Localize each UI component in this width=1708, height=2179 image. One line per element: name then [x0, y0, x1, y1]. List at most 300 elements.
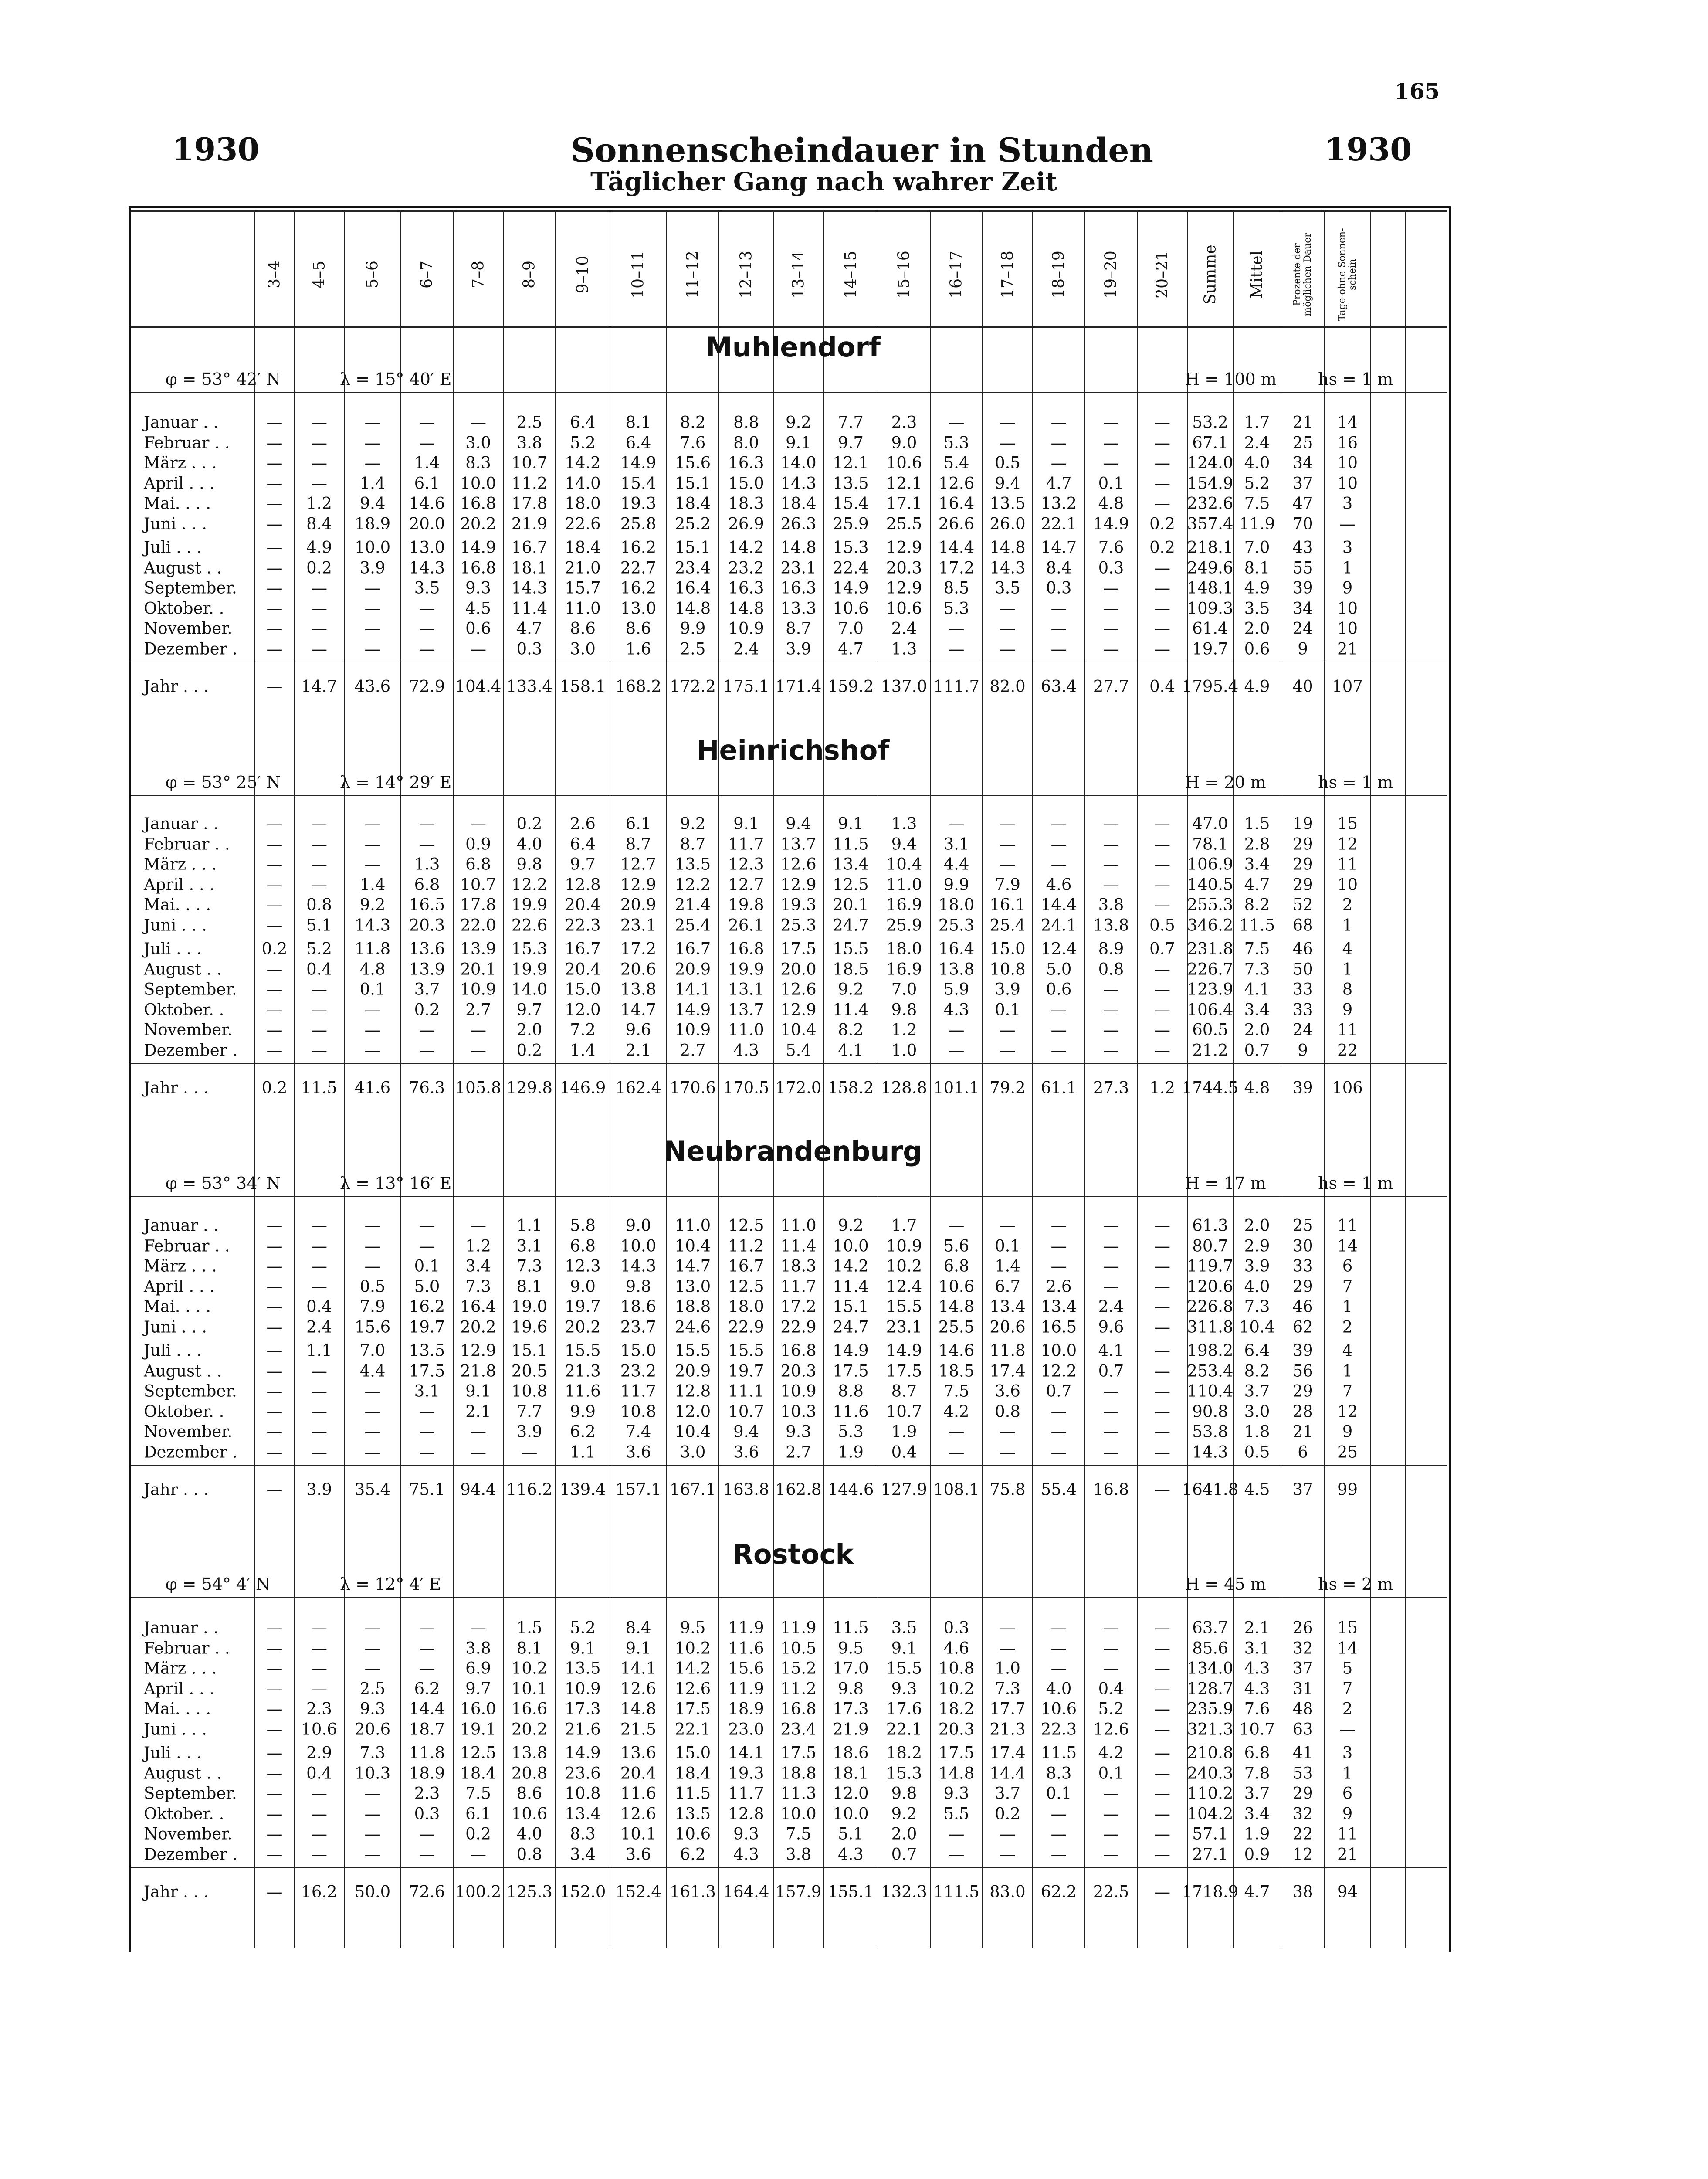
table-cell: 13.5 — [674, 1804, 711, 1823]
table-cell: 3.1 — [516, 1236, 542, 1255]
table-cell: 210.8 — [1187, 1743, 1234, 1762]
table-cell: 13.8 — [938, 960, 975, 978]
table-cell: 16.7 — [728, 1256, 764, 1276]
table-cell: 17.8 — [460, 895, 496, 914]
table-cell: 16.5 — [409, 895, 445, 914]
table-cell: 11.5 — [833, 1618, 869, 1637]
table-cell: 15.5 — [886, 1659, 922, 1678]
table-cell: 13.5 — [565, 1659, 601, 1678]
table-cell: 8.7 — [786, 619, 811, 638]
table-cell: 5.3 — [838, 1422, 864, 1441]
table-cell: 12.2 — [674, 875, 711, 894]
table-cell: 1.9 — [838, 1442, 864, 1461]
table-cell: 2.3 — [414, 1784, 440, 1803]
table-cell: — — [266, 916, 283, 934]
table-cell: 23.2 — [620, 1361, 657, 1380]
table-cell: — — [311, 855, 327, 874]
table-cell: — — [364, 814, 381, 833]
table-cell: — — [266, 1277, 283, 1296]
table-cell: 10.9 — [780, 1381, 817, 1401]
table-cell: 226.8 — [1187, 1297, 1234, 1316]
table-cell: 22 — [1337, 1041, 1358, 1059]
table-cell: — — [1051, 855, 1067, 874]
table-cell: — — [419, 1824, 435, 1843]
table-cell: 3.0 — [570, 639, 596, 658]
row-label: September. — [144, 980, 237, 999]
table-cell: 15.0 — [620, 1341, 657, 1360]
table-cell: 27.1 — [1192, 1845, 1228, 1863]
table-cell: 4.2 — [943, 1402, 969, 1421]
table-cell: 10.1 — [620, 1824, 657, 1843]
table-cell: 56 — [1292, 1361, 1313, 1380]
table-cell: 7.8 — [1244, 1764, 1270, 1782]
table-cell: 7.6 — [680, 433, 706, 452]
table-cell: 26.9 — [728, 514, 764, 533]
table-cell: 18.0 — [728, 1297, 764, 1316]
table-cell: — — [1103, 433, 1119, 452]
table-cell: 12.3 — [728, 855, 764, 874]
table-cell: 18.5 — [938, 1361, 975, 1380]
table-cell: 13.6 — [409, 939, 445, 958]
table-cell: — — [1103, 1256, 1119, 1276]
table-cell: 7 — [1342, 1679, 1353, 1698]
table-cell: 11.5 — [1040, 1743, 1077, 1762]
table-cell: 75.8 — [990, 1480, 1026, 1499]
table-cell: 16.8 — [780, 1699, 817, 1718]
table-cell: — — [266, 814, 283, 833]
table-cell: 11.4 — [511, 599, 548, 618]
table-cell: 1.6 — [625, 639, 651, 658]
table-cell: 18.2 — [938, 1699, 975, 1718]
table-cell: 3.7 — [1244, 1784, 1270, 1803]
table-cell: 3.5 — [891, 1618, 917, 1637]
table-cell: 16.4 — [674, 578, 711, 597]
table-cell: 132.3 — [881, 1882, 927, 1901]
table-cell: 17.4 — [990, 1743, 1026, 1762]
table-cell: 18.4 — [674, 494, 711, 513]
table-cell: — — [364, 1402, 381, 1421]
table-cell: — — [1154, 960, 1170, 978]
table-cell: 9.2 — [891, 1804, 917, 1823]
table-cell: 6.2 — [414, 1679, 440, 1698]
table-cell: 1.4 — [995, 1256, 1020, 1276]
table-cell: 20.4 — [565, 960, 601, 978]
table-cell: 14 — [1337, 1639, 1358, 1657]
station-latitude: φ = 53° 42′ N — [166, 370, 281, 389]
table-cell: 9.3 — [786, 1422, 811, 1441]
table-cell: 63.4 — [1040, 677, 1077, 696]
table-cell: 18.1 — [833, 1764, 869, 1782]
station-height: H = 17 m — [1185, 1174, 1266, 1193]
table-cell: — — [266, 1341, 283, 1360]
table-cell: — — [266, 599, 283, 618]
table-cell: 2.0 — [891, 1824, 917, 1843]
table-cell: 2.4 — [306, 1317, 332, 1336]
table-cell: 25 — [1292, 433, 1313, 452]
table-cell: 152.4 — [615, 1882, 661, 1901]
table-cell: 8.2 — [1244, 895, 1270, 914]
table-cell: — — [948, 1216, 965, 1235]
table-cell: — — [948, 1442, 965, 1461]
table-cell: 13.0 — [674, 1277, 711, 1296]
table-cell: 63 — [1292, 1720, 1313, 1738]
table-cell: — — [311, 1277, 327, 1296]
table-cell: 3.4 — [1244, 1804, 1270, 1823]
table-cell: — — [1000, 1845, 1016, 1863]
table-cell: 8.5 — [943, 578, 969, 597]
table-cell: 3.0 — [1244, 1402, 1270, 1421]
table-cell: 14 — [1337, 1236, 1358, 1255]
table-cell: — — [266, 1480, 283, 1499]
column-header — [878, 222, 930, 327]
table-cell: 18.8 — [674, 1297, 711, 1316]
table-cell: 9.8 — [516, 855, 542, 874]
table-cell: 0.1 — [414, 1256, 440, 1276]
table-cell: 5.8 — [570, 1216, 596, 1235]
table-cell: — — [266, 1720, 283, 1738]
table-cell: — — [311, 1256, 327, 1276]
table-cell: 52 — [1292, 895, 1313, 914]
table-cell: 1.4 — [359, 474, 386, 492]
table-cell: — — [419, 1422, 435, 1441]
row-label: Februar . . — [144, 1639, 230, 1657]
table-cell: 46 — [1292, 939, 1313, 958]
table-cell: 8.6 — [570, 619, 596, 638]
table-cell: 13.3 — [780, 599, 817, 618]
table-cell: 7.5 — [1244, 494, 1270, 513]
table-cell: 14.9 — [674, 1000, 711, 1019]
table-cell: 3.1 — [943, 835, 969, 853]
table-cell: — — [266, 1679, 283, 1698]
table-cell: 10.8 — [990, 960, 1026, 978]
table-cell: 11.7 — [620, 1381, 657, 1401]
table-cell: 33 — [1292, 1256, 1313, 1276]
table-cell: 1744.5 — [1182, 1078, 1239, 1097]
table-cell: — — [266, 1764, 283, 1782]
table-cell: 148.1 — [1187, 578, 1234, 597]
table-cell: — — [1154, 453, 1170, 472]
table-cell: 29 — [1292, 1277, 1313, 1296]
table-cell: 20.9 — [674, 1361, 711, 1380]
table-cell: — — [311, 453, 327, 472]
row-label: November. — [144, 619, 233, 638]
table-cell: 14.9 — [1093, 514, 1129, 533]
table-cell: — — [470, 1216, 486, 1235]
table-cell: — — [1051, 1804, 1067, 1823]
table-cell: 39 — [1292, 1078, 1313, 1097]
table-cell: — — [266, 835, 283, 853]
table-cell: — — [1103, 875, 1119, 894]
table-cell: 14.0 — [511, 980, 548, 999]
table-cell: 7.3 — [359, 1743, 386, 1762]
table-cell: — — [1103, 1381, 1119, 1401]
table-cell: — — [1103, 619, 1119, 638]
table-cell: 16.8 — [728, 939, 764, 958]
table-cell: 19.7 — [565, 1297, 601, 1316]
table-cell: 13.0 — [409, 538, 445, 557]
table-cell: 9 — [1342, 578, 1353, 597]
table-cell: 29 — [1292, 855, 1313, 874]
table-cell: 2.4 — [891, 619, 917, 638]
table-cell: — — [364, 1824, 381, 1843]
table-cell: 16.8 — [460, 558, 496, 577]
table-cell: 255.3 — [1187, 895, 1234, 914]
table-cell: 12.2 — [1040, 1361, 1077, 1380]
table-cell: 157.1 — [615, 1480, 661, 1499]
table-cell: 16.7 — [511, 538, 548, 557]
table-cell: 0.4 — [306, 1297, 332, 1316]
table-cell: 2.1 — [1244, 1618, 1270, 1637]
column-header — [930, 222, 983, 327]
table-cell: 10.2 — [511, 1659, 548, 1678]
table-cell: 4 — [1342, 1341, 1353, 1360]
table-cell: 6 — [1342, 1256, 1353, 1276]
table-cell: 29 — [1292, 875, 1313, 894]
table-cell: 72.6 — [409, 1882, 445, 1901]
table-cell: 12.2 — [511, 875, 548, 894]
table-cell: 26.3 — [780, 514, 817, 533]
table-cell: 162.4 — [615, 1078, 661, 1097]
table-cell: 14.3 — [409, 558, 445, 577]
table-cell: 163.8 — [723, 1480, 769, 1499]
table-cell: 20.2 — [460, 514, 496, 533]
table-cell: — — [266, 1000, 283, 1019]
table-cell: 0.9 — [1244, 1845, 1270, 1863]
table-cell: 23.0 — [728, 1720, 764, 1738]
table-cell: 0.7 — [1098, 1361, 1124, 1380]
table-cell: 16.4 — [938, 494, 975, 513]
table-cell: 125.3 — [506, 1882, 552, 1901]
table-cell: 9.1 — [786, 433, 811, 452]
row-label: Januar . . — [144, 1216, 219, 1235]
table-cell: — — [1103, 1618, 1119, 1637]
table-cell: — — [419, 619, 435, 638]
table-cell: — — [311, 578, 327, 597]
table-cell: 10.4 — [674, 1236, 711, 1255]
table-cell: 11.0 — [780, 1216, 817, 1235]
table-cell: 109.3 — [1187, 599, 1234, 618]
table-cell: 7.5 — [786, 1824, 811, 1843]
table-cell: 16.9 — [886, 960, 922, 978]
table-cell: 41 — [1292, 1743, 1313, 1762]
table-cell: 16.3 — [728, 453, 764, 472]
table-cell: 25 — [1292, 1216, 1313, 1235]
row-label: Juni . . . — [144, 514, 207, 533]
table-cell: 17.3 — [565, 1699, 601, 1718]
table-cell: 128.7 — [1187, 1679, 1234, 1698]
table-cell: 5.3 — [943, 599, 969, 618]
table-cell: 14.4 — [938, 538, 975, 557]
row-label: Mai. . . . — [144, 494, 211, 513]
table-cell: — — [1154, 1297, 1170, 1316]
table-cell: 13.7 — [728, 1000, 764, 1019]
table-cell: 11.6 — [833, 1402, 869, 1421]
table-cell: — — [1154, 1720, 1170, 1738]
table-cell: — — [311, 1402, 327, 1421]
table-cell: 39 — [1292, 1341, 1313, 1360]
table-cell: 20.9 — [620, 895, 657, 914]
table-cell: 171.4 — [775, 677, 822, 696]
table-cell: 1.2 — [891, 1020, 917, 1039]
table-cell: 12.4 — [1040, 939, 1077, 958]
table-cell: 7.6 — [1244, 1699, 1270, 1718]
table-cell: 50 — [1292, 960, 1313, 978]
table-cell: 6.4 — [570, 835, 596, 853]
table-cell: 161.3 — [670, 1882, 716, 1901]
table-cell: — — [1103, 855, 1119, 874]
table-cell: — — [266, 514, 283, 533]
table-cell: — — [1000, 1422, 1016, 1441]
table-cell: 170.5 — [723, 1078, 769, 1097]
table-cell: — — [266, 895, 283, 914]
table-cell: 3.6 — [733, 1442, 759, 1461]
table-cell: 0.4 — [1098, 1679, 1124, 1698]
table-cell: 0.1 — [995, 1236, 1020, 1255]
table-cell: 1.3 — [414, 855, 440, 874]
table-cell: 1.0 — [995, 1659, 1020, 1678]
table-cell: 10 — [1337, 599, 1358, 618]
table-cell: 13.6 — [620, 1743, 657, 1762]
table-cell: — — [1154, 1361, 1170, 1380]
table-cell: 226.7 — [1187, 960, 1234, 978]
table-cell: 9.0 — [891, 433, 917, 452]
table-cell: 9 — [1342, 1804, 1353, 1823]
table-cell: 2 — [1342, 1317, 1353, 1336]
table-cell: 8.7 — [891, 1381, 917, 1401]
table-cell: 4.8 — [1244, 1078, 1270, 1097]
table-cell: — — [266, 1041, 283, 1059]
table-cell: 22.3 — [1040, 1720, 1077, 1738]
table-cell: — — [1000, 1618, 1016, 1637]
table-cell: 14.7 — [301, 677, 337, 696]
column-header-label: 5–6 — [363, 261, 382, 288]
table-cell: 10.8 — [565, 1784, 601, 1803]
table-cell: 6.2 — [680, 1845, 706, 1863]
table-cell: 11.9 — [728, 1679, 764, 1698]
table-cell: 4.0 — [1046, 1679, 1072, 1698]
table-cell: 116.2 — [506, 1480, 552, 1499]
table-cell: 0.8 — [516, 1845, 542, 1863]
table-cell: 21 — [1337, 1845, 1358, 1863]
table-cell: 25.8 — [620, 514, 657, 533]
table-cell: 8.3 — [1046, 1764, 1072, 1782]
table-cell: — — [266, 619, 283, 638]
table-cell: 4.5 — [465, 599, 491, 618]
table-cell: 10.7 — [886, 1402, 922, 1421]
column-header-label: 14–15 — [842, 251, 860, 299]
table-cell: 9.1 — [838, 814, 864, 833]
table-cell: 21 — [1292, 1422, 1313, 1441]
table-cell: 22.9 — [728, 1317, 764, 1336]
table-cell: 12.5 — [460, 1743, 496, 1762]
table-cell: 1.4 — [359, 875, 386, 894]
table-cell: 10.6 — [886, 453, 922, 472]
table-cell: 5.6 — [943, 1236, 969, 1255]
table-cell: 55 — [1292, 558, 1313, 577]
table-cell: 20.8 — [511, 1764, 548, 1782]
table-cell: 20.2 — [511, 1720, 548, 1738]
table-cell: 14.2 — [674, 1659, 711, 1678]
table-cell: 14.6 — [938, 1341, 975, 1360]
table-cell: 14.9 — [460, 538, 496, 557]
table-cell: 11.5 — [301, 1078, 337, 1097]
table-cell: 7.3 — [1244, 960, 1270, 978]
table-cell: — — [1051, 639, 1067, 658]
table-cell: — — [1103, 1442, 1119, 1461]
table-cell: 6.4 — [1244, 1341, 1270, 1360]
table-cell: 25.5 — [886, 514, 922, 533]
table-cell: 15.5 — [886, 1297, 922, 1316]
table-cell: 10.6 — [886, 599, 922, 618]
table-cell: 2.5 — [516, 413, 542, 432]
table-cell: 5.0 — [414, 1277, 440, 1296]
table-cell: 14.3 — [1192, 1442, 1228, 1461]
table-cell: — — [419, 1402, 435, 1421]
table-cell: 4.9 — [1244, 677, 1270, 696]
table-cell: 16.2 — [409, 1297, 445, 1316]
table-cell: 11.7 — [728, 1784, 764, 1803]
table-cell: — — [1154, 413, 1170, 432]
table-cell: 357.4 — [1187, 514, 1234, 533]
table-cell: 4.3 — [1244, 1679, 1270, 1698]
station-longitude: λ = 12° 4′ E — [340, 1575, 441, 1594]
table-cell: 13.4 — [833, 855, 869, 874]
table-cell: 104.4 — [455, 677, 502, 696]
table-cell: 172.0 — [775, 1078, 822, 1097]
table-cell: 30 — [1292, 1236, 1313, 1255]
table-cell: 10.2 — [674, 1639, 711, 1657]
table-cell: 15.6 — [728, 1659, 764, 1678]
table-cell: 4.8 — [359, 960, 386, 978]
table-cell: 10.8 — [511, 1381, 548, 1401]
table-cell: 16.4 — [460, 1297, 496, 1316]
table-cell: 3.8 — [1098, 895, 1124, 914]
table-cell: 3.9 — [995, 980, 1020, 999]
station-longitude: λ = 14° 29′ E — [340, 773, 452, 792]
table-cell: 16.9 — [886, 895, 922, 914]
table-cell: 21.9 — [511, 514, 548, 533]
table-cell: 15.5 — [565, 1341, 601, 1360]
table-cell: — — [1103, 1277, 1119, 1296]
table-cell: 3.1 — [414, 1381, 440, 1401]
table-cell: 4 — [1342, 939, 1353, 958]
table-cell: 20.3 — [409, 916, 445, 934]
table-cell: 15.0 — [728, 474, 764, 492]
column-header — [503, 222, 556, 327]
table-cell: 4.5 — [1244, 1480, 1270, 1499]
table-cell: 12.5 — [728, 1277, 764, 1296]
table-cell: — — [311, 1618, 327, 1637]
table-cell: — — [364, 1639, 381, 1657]
column-header — [401, 222, 453, 327]
table-cell: 0.9 — [465, 835, 491, 853]
table-cell: 11.9 — [1239, 514, 1275, 533]
station-title: Neubrandenburg — [664, 1135, 922, 1167]
table-cell: 124.0 — [1187, 453, 1234, 472]
table-cell: 6.8 — [1244, 1743, 1270, 1762]
table-cell: — — [364, 1041, 381, 1059]
table-cell: 11.5 — [833, 835, 869, 853]
table-cell: 119.7 — [1187, 1256, 1234, 1276]
table-cell: 10.0 — [620, 1236, 657, 1255]
table-cell: 9.4 — [733, 1422, 759, 1441]
table-cell: 14.2 — [833, 1256, 869, 1276]
table-cell: 43.6 — [354, 677, 391, 696]
row-label: November. — [144, 1422, 233, 1441]
table-cell: 9.8 — [891, 1000, 917, 1019]
table-cell: 10.4 — [780, 1020, 817, 1039]
table-cell: 12.9 — [886, 538, 922, 557]
